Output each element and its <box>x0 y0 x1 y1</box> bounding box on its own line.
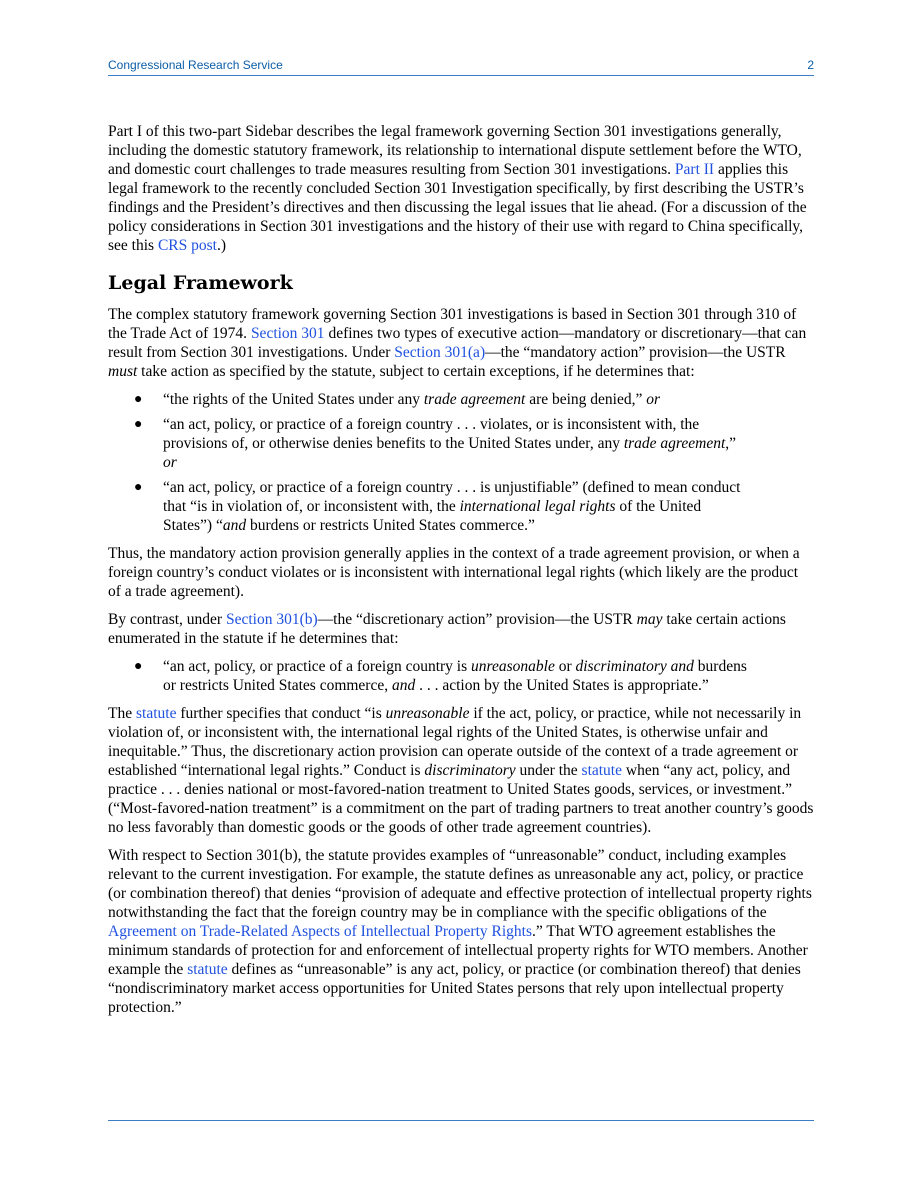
list-item: ● “an act, policy, or practice of a foreign country is unreasonable or discriminatory and burdens or restricts United States commerce, and . . . action by the United States is appropriate.” <box>134 658 747 694</box>
framework-paragraph: The complex statutory framework governing Section 301 investigations is based in Section 301 through 310 of the Trade Act of 1974. Section 301 defines two types of executive action—mandatory or discretionary—that can result from Section 301 investigations. Under Section 301(a)—the “mandatory action” provision—the USTR must take action as specified by the statute, subject to certain exceptions, if he determines that: <box>108 306 807 380</box>
page-number: 2 <box>807 58 814 72</box>
mandatory-conditions-list <box>108 390 814 535</box>
list-item: ● “an act, policy, or practice of a foreign country . . . violates, or is inconsistent with, the provisions of, or otherwise denies benefits to the United States under, any trade agreement,” or <box>134 416 737 471</box>
footer-rule <box>108 1120 814 1121</box>
trips-agreement-link[interactable]: Agreement on Trade-Related Aspects of Intellectual Property Rights <box>108 923 533 940</box>
statute-link[interactable]: statute <box>187 961 228 978</box>
section-301a-link[interactable]: Section 301(a) <box>394 344 486 361</box>
section-301-link[interactable]: Section 301 <box>250 325 325 342</box>
bullet-icon: ● <box>134 417 143 432</box>
bullet-icon: ● <box>134 659 143 674</box>
statute-link[interactable]: statute <box>135 705 177 722</box>
discretionary-paragraph: By contrast, under Section 301(b)—the “discretionary action” provision—the USTR may take certain actions enumerated in the statute if he determines that: <box>108 611 786 647</box>
bullet-icon: ● <box>134 480 143 495</box>
header-organization: Congressional Research Service <box>108 58 283 72</box>
discretionary-conditions-list <box>108 657 814 695</box>
intro-paragraph: Part I of this two-part Sidebar describes the legal framework governing Section 301 investigations generally, including the domestic statutory framework, its relationship to international dispute settlement before the WTO, and domestic court challenges to trade measures resulting from Section 301 investigations. Part II applies this legal framework to the recently concluded Section 301 Investigation specifically, by first describing the USTR’s findings and the President’s directives and then discussing the legal issues that lie ahead. (For a discussion of the policy considerations in Section 301 investigations and the history of their use with regard to China specifically, see this CRS post.) <box>108 123 807 254</box>
document-body <box>108 122 814 1026</box>
list-item: ● “the rights of the United States under any trade agreement are being denied,” or <box>134 391 661 408</box>
section-301b-link[interactable]: Section 301(b) <box>225 611 318 628</box>
examples-paragraph: With respect to Section 301(b), the statute provides examples of “unreasonable” conduct, including examples relevant to the current investigation. For example, the statute defines as unreasonable any act, policy, or practice (or combination thereof) that denies “provision of adequate and effective protection of intellectual property rights notwithstanding the fact that the foreign country may be in compliance with the specific obligations of the Agreement on Trade-Related Aspects of Intellectual Property Rights.” That WTO agreement establishes the minimum standards of protection for and enforcement of intellectual property rights for WTO members. Another example the statute defines as “unreasonable” is any act, policy, or practice (or combination thereof) that denies “nondiscriminatory market access opportunities for United States persons that rely upon intellectual property protection.” <box>108 847 812 1016</box>
list-item: ● “an act, policy, or practice of a foreign country . . . is unjustifiable” (defined to mean conduct that “is in violation of, or inconsistent with, the international legal rights of the United States”) “and burdens or restricts United States commerce.” <box>134 479 741 534</box>
header-rule <box>108 75 814 76</box>
crs-post-link[interactable]: CRS post <box>157 237 217 254</box>
bullet-icon: ● <box>134 392 143 407</box>
statute-link[interactable]: statute <box>581 762 622 779</box>
page-header <box>108 58 814 74</box>
mandatory-summary-paragraph: Thus, the mandatory action provision generally applies in the context of a trade agreement provision, or when a foreign country’s conduct violates or is inconsistent with international legal rights (which likely are the product of a trade agreement). <box>108 545 800 600</box>
statute-definition-paragraph: The statute further specifies that conduct “is unreasonable if the act, policy, or practice, while not necessarily in violation of, or inconsistent with, the international legal rights of the United States, is otherwise unfair and inequitable.” Thus, the discretionary action provision can operate outside of the context of a trade agreement or established “international legal rights.” Conduct is discriminatory under the statute when “any act, policy, and practice . . . denies national or most-favored-nation treatment to United States goods, services, or investment.” (“Most-favored-nation treatment” is a commitment on the part of trading partners to treat another country’s goods no less favorably than domestic goods or the goods of other trade agreement countries). <box>108 705 814 836</box>
section-heading: Legal Framework <box>108 272 293 294</box>
part-ii-link[interactable]: Part II <box>674 161 715 178</box>
